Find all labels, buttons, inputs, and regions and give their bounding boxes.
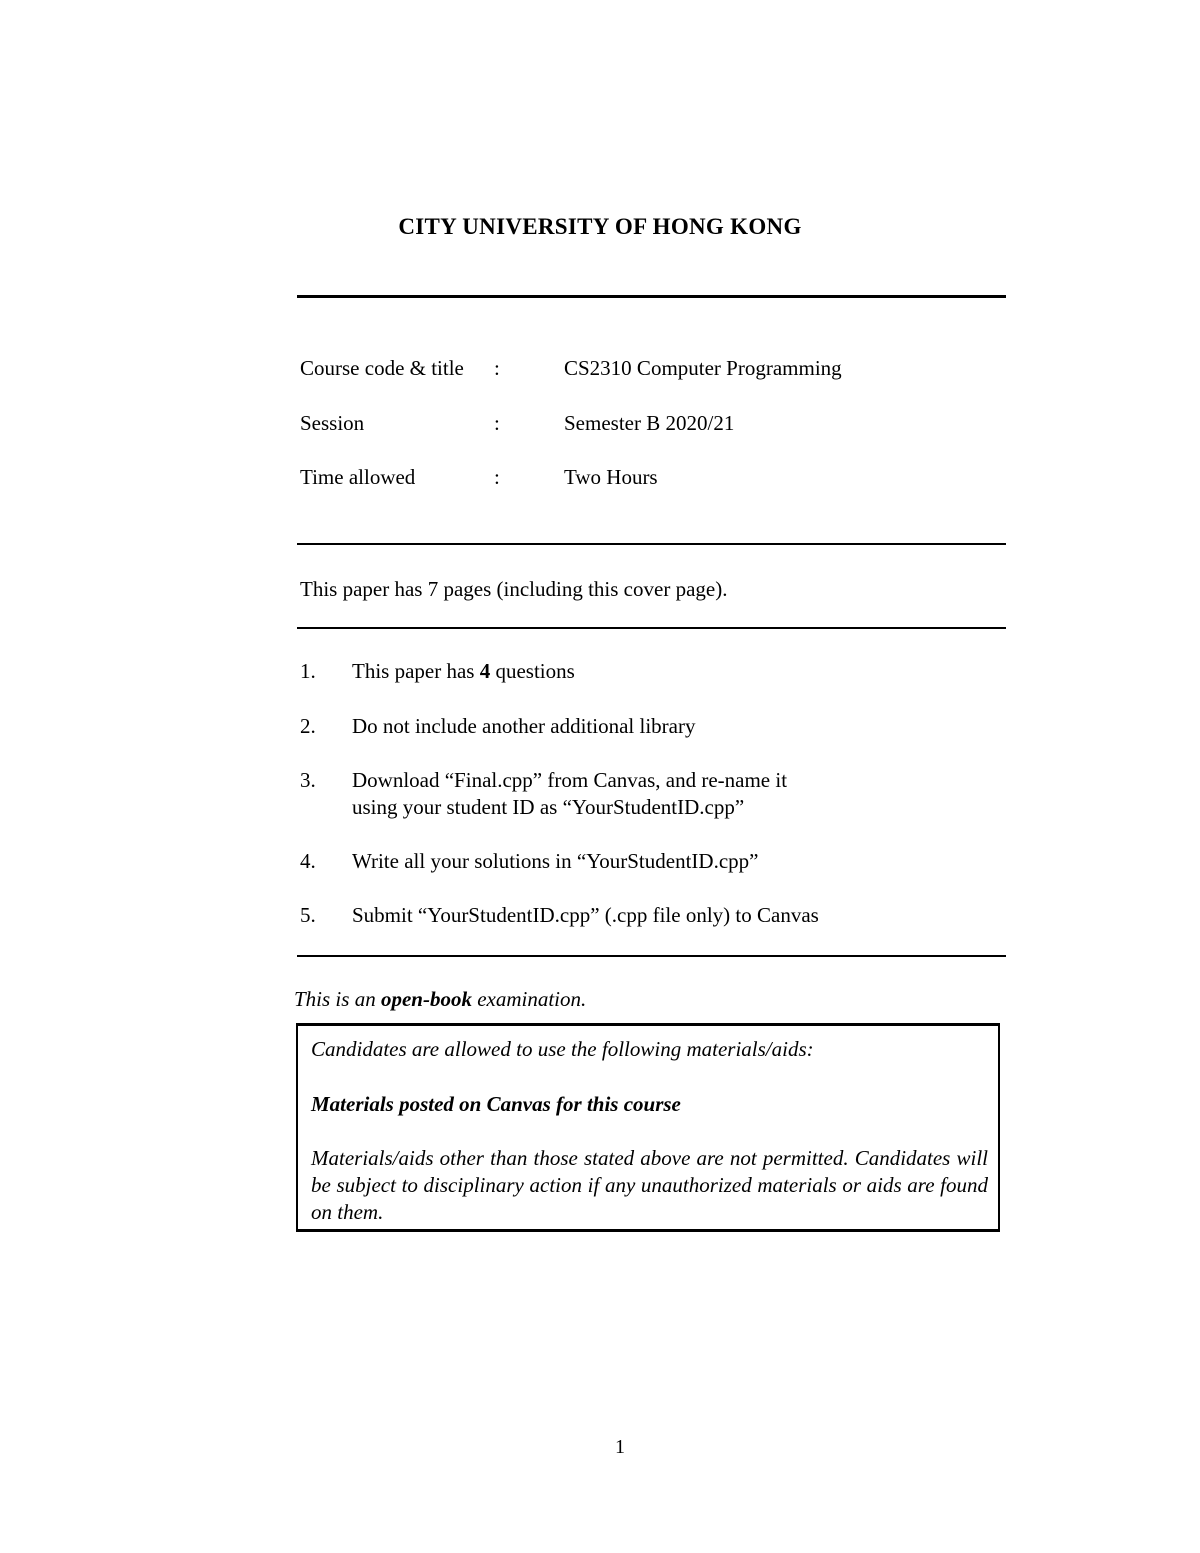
exam-type-statement: This is an open-book examination.	[294, 987, 587, 1011]
session-info-row	[300, 408, 1000, 438]
aids-intro: Candidates are allowed to use the following materials/aids:	[311, 1037, 814, 1061]
session-label: Session	[300, 411, 365, 435]
exam-type-emphasis: open-book	[380, 987, 472, 1011]
divider-3	[297, 627, 1006, 629]
time-allowed-label: Time allowed	[300, 465, 416, 489]
time-info-row	[300, 462, 1000, 492]
pages-note: This paper has 7 pages (including this cover page).	[300, 577, 728, 601]
page-number: 1	[615, 1436, 625, 1458]
university-title: CITY UNIVERSITY OF HONG KONG	[398, 214, 802, 239]
divider-4	[297, 955, 1006, 957]
instruction-number: 5.	[300, 903, 316, 927]
session-value: Semester B 2020/21	[564, 411, 735, 435]
course-info-colon: :	[494, 356, 500, 380]
instruction-text: Do not include another additional library	[352, 714, 696, 738]
time-allowed-value: Two Hours	[564, 465, 658, 489]
time-allowed-colon: :	[494, 465, 500, 489]
instruction-number: 4.	[300, 849, 316, 873]
instruction-number: 3.	[300, 768, 316, 792]
instruction-text: Write all your solutions in “YourStudentID.cpp”	[352, 849, 759, 873]
course-info-row	[300, 353, 1000, 383]
question-count: 4	[479, 659, 491, 683]
aids-warning: Materials/aids other than those stated above are not permitted. Candidates will be subject to disciplinary action if any unauthorized materials or aids are found on them.	[311, 1146, 988, 1224]
session-colon: :	[494, 411, 500, 435]
aids-materials: Materials posted on Canvas for this course	[311, 1092, 681, 1116]
instruction-text: Submit “YourStudentID.cpp” (.cpp file only) to Canvas	[352, 903, 819, 927]
permitted-aids-box	[296, 1023, 1000, 1232]
instruction-number: 1.	[300, 659, 316, 683]
course-info-value: CS2310 Computer Programming	[564, 356, 842, 380]
divider-top	[297, 295, 1006, 298]
instruction-number: 2.	[300, 714, 316, 738]
divider-2	[297, 543, 1006, 545]
instruction-text: This paper has 4 questions	[352, 659, 575, 683]
instruction-text: Download “Final.cpp” from Canvas, and re-name it using your student ID as “YourStudentID.cpp”	[352, 768, 788, 819]
course-info-label: Course code & title	[300, 356, 464, 380]
